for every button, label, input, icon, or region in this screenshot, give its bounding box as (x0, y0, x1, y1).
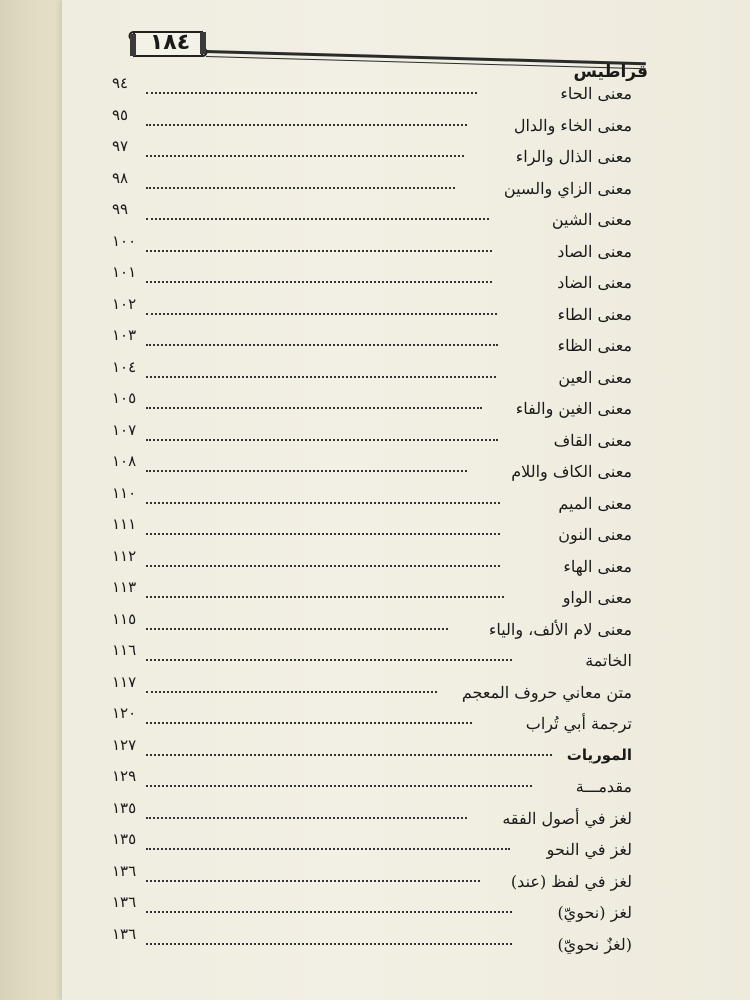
toc-leader-dots (146, 261, 492, 283)
toc-entry-title: معنى الخاء والدال (513, 115, 632, 135)
toc-entry-title: معنى القاف (553, 430, 632, 450)
toc-leader-dots (146, 734, 552, 756)
toc-entry-title: معنى الحاء (560, 84, 632, 103)
toc-entry (112, 419, 632, 451)
toc-page-number: ١١٠ (112, 483, 137, 502)
toc-entry-title: معنى النون (558, 525, 632, 544)
toc-entry-title: معنى الهاء (563, 556, 632, 576)
toc-entry-title: مقدمـــة (575, 777, 632, 796)
toc-entry-title: ترجمة أبي تُراب (525, 714, 632, 733)
toc-leader-dots (146, 293, 497, 315)
toc-leader-dots (146, 356, 496, 378)
toc-entry-title: لغز في النحو (546, 840, 632, 859)
toc-page-number: ٩٨ (112, 168, 129, 187)
toc-entry-title: معنى لام الألف، والياء (488, 619, 632, 639)
toc-leader-dots (146, 860, 480, 882)
toc-leader-dots (146, 387, 482, 409)
toc-page-number: ١٢٩ (112, 767, 137, 785)
toc-entry-title: الخاتمة (585, 651, 632, 670)
toc-entry (112, 765, 632, 797)
toc-entry (112, 702, 632, 734)
toc-page-number: ١١٥ (112, 609, 137, 628)
toc-entry-title: معنى الصاد (557, 241, 632, 261)
toc-page-number: ١٠٣ (112, 326, 137, 344)
toc-page-number: ١١٣ (112, 578, 137, 596)
toc-entry (112, 167, 632, 199)
toc-page-number: ١٠١ (112, 263, 137, 281)
toc-entry-title: الموريات (566, 745, 632, 764)
toc-entry (112, 513, 632, 545)
toc-leader-dots (146, 104, 467, 126)
toc-page-number: ١٢٠ (112, 704, 137, 722)
toc-page-number: ٩٥ (112, 105, 129, 124)
toc-entry-title: (لغزٌ نحويّ) (557, 934, 632, 954)
toc-entry (112, 608, 632, 640)
toc-leader-dots (146, 671, 437, 693)
toc-page-number: ١٠٠ (112, 231, 137, 250)
toc-leader-dots (146, 419, 498, 441)
toc-entry (112, 860, 632, 892)
toc-page-number: ١٠٧ (112, 420, 137, 439)
toc-entry-title: معنى الطاء (557, 304, 632, 324)
toc-page-number: ١٠٨ (112, 452, 137, 470)
toc-entry (112, 261, 632, 293)
toc-entry (112, 135, 632, 167)
toc-entry (112, 671, 632, 703)
toc-page-number: ٩٤ (112, 74, 129, 92)
toc-entry (112, 891, 632, 923)
toc-page-number: ١٣٦ (112, 924, 137, 943)
toc-page-number: ١٣٦ (112, 893, 137, 911)
toc-entry-title: معنى الواو (562, 588, 632, 607)
toc-leader-dots (146, 167, 455, 189)
toc-leader-dots (146, 923, 512, 945)
toc-leader-dots (146, 765, 532, 787)
toc-leader-dots (146, 198, 489, 220)
toc-page-number: ١١١ (112, 515, 137, 533)
toc-entry-title: معنى الضاد (557, 273, 632, 292)
toc-page-number: ١٣٥ (112, 798, 137, 817)
toc-leader-dots (146, 482, 500, 504)
toc-entry-title: متن معاني حروف المعجم (461, 682, 632, 702)
book-gutter (0, 0, 70, 1000)
toc-page-number: ٩٩ (112, 200, 129, 218)
toc-leader-dots (146, 324, 498, 346)
toc-leader-dots (146, 545, 500, 567)
toc-entry-title: لغز في لفظ (عند) (510, 871, 632, 891)
toc-entry-title: معنى الميم (558, 493, 632, 513)
toc-page-number: ١٠٤ (112, 357, 137, 376)
toc-entry (112, 482, 632, 514)
toc-entry-title: معنى الشين (551, 210, 632, 229)
toc-entry-title: معنى العين (558, 367, 632, 387)
toc-page-number: ١٠٢ (112, 294, 137, 313)
toc-page-number: ٩٧ (112, 137, 129, 155)
toc-entry (112, 734, 632, 766)
toc-leader-dots (146, 608, 448, 630)
toc-leader-dots (146, 230, 492, 252)
toc-entry (112, 450, 632, 482)
toc-entry (112, 293, 632, 325)
toc-entry (112, 230, 632, 262)
toc-leader-dots (146, 828, 510, 850)
toc-entry (112, 387, 632, 419)
toc-entry (112, 828, 632, 860)
toc-entry (112, 576, 632, 608)
toc-leader-dots (146, 135, 464, 157)
toc-page-number: ١٢٧ (112, 735, 137, 754)
toc-leader-dots (146, 576, 504, 598)
toc-entry (112, 639, 632, 671)
toc-leader-dots (146, 513, 500, 535)
toc-entry-title: معنى الزاي والسين (503, 178, 632, 198)
table-of-contents (112, 72, 632, 954)
toc-entry-title: معنى الظاء (557, 336, 632, 355)
toc-page-number: ١١٢ (112, 546, 137, 565)
toc-entry (112, 545, 632, 577)
page-header (128, 20, 648, 80)
toc-leader-dots (146, 72, 477, 94)
toc-entry-title: لغز (نحويّ) (557, 903, 632, 922)
toc-entry (112, 72, 632, 104)
toc-page-number: ١١٦ (112, 641, 137, 659)
toc-entry-title: معنى الغين والفاء (515, 399, 632, 418)
page-number: ١٨٤ (149, 30, 191, 55)
toc-entry (112, 356, 632, 388)
toc-leader-dots (146, 450, 467, 472)
toc-page-number: ١٣٥ (112, 830, 137, 848)
toc-entry-title: معنى الذال والراء (515, 147, 632, 166)
toc-leader-dots (146, 797, 467, 819)
toc-entry (112, 198, 632, 230)
toc-entry-title: معنى الكاف واللام (511, 462, 632, 481)
toc-entry (112, 324, 632, 356)
toc-leader-dots (146, 702, 472, 724)
toc-entry (112, 923, 632, 955)
toc-entry (112, 797, 632, 829)
toc-entry-title: لغز في أصول الفقه (502, 808, 632, 828)
toc-page-number: ١٣٦ (112, 861, 137, 880)
toc-page-number: ١٠٥ (112, 389, 137, 407)
toc-entry (112, 104, 632, 136)
toc-leader-dots (146, 891, 512, 913)
toc-page-number: ١١٧ (112, 672, 137, 691)
book-title: قراطيس (573, 62, 648, 82)
toc-leader-dots (146, 639, 512, 661)
